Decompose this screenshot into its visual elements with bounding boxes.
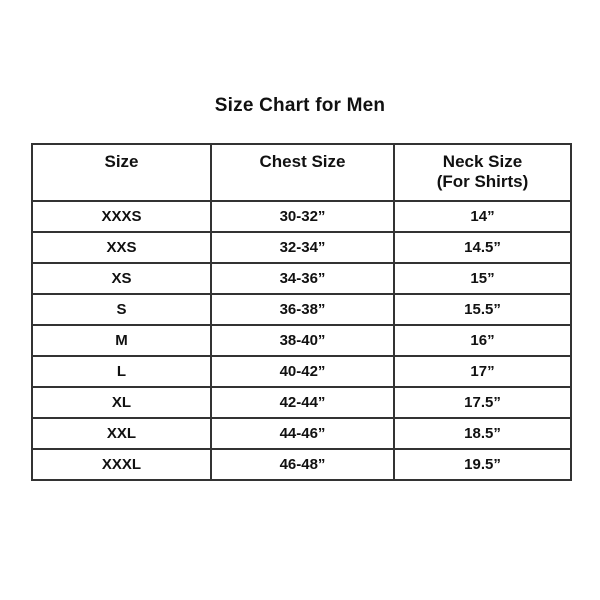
size-cell: L [32,356,211,387]
table-row [32,449,571,480]
neck-size-cell: 14.5” [394,232,571,263]
size-cell: XS [32,263,211,294]
neck-size-cell: 14” [394,201,571,232]
chest-size-cell: 36-38” [211,294,394,325]
neck-size-cell: 19.5” [394,449,571,480]
chest-size-cell: 46-48” [211,449,394,480]
table-row [32,325,571,356]
table-row [32,294,571,325]
size-cell: XL [32,387,211,418]
size-chart-table [31,143,572,481]
chest-size-cell: 42-44” [211,387,394,418]
neck-size-cell: 17.5” [394,387,571,418]
chest-size-cell: 44-46” [211,418,394,449]
table-row [32,232,571,263]
header-size: Size [32,144,211,201]
table-row [32,387,571,418]
chest-size-cell: 40-42” [211,356,394,387]
neck-size-cell: 16” [394,325,571,356]
header-neck-size-line1: Neck Size [442,152,523,171]
table-row [32,418,571,449]
chest-size-cell: 32-34” [211,232,394,263]
chest-size-cell: 30-32” [211,201,394,232]
size-cell: XXS [32,232,211,263]
neck-size-cell: 15.5” [394,294,571,325]
neck-size-cell: 15” [394,263,571,294]
table-row [32,201,571,232]
table-row [32,263,571,294]
header-neck-size [394,144,571,201]
table-row [32,356,571,387]
header-chest-size: Chest Size [211,144,394,201]
header-row [32,144,571,201]
neck-size-cell: 17” [394,356,571,387]
chest-size-cell: 38-40” [211,325,394,356]
neck-size-cell: 18.5” [394,418,571,449]
size-cell: XXL [32,418,211,449]
header-neck-size-line2: (For Shirts) [436,172,529,191]
size-cell: XXXL [32,449,211,480]
size-cell: M [32,325,211,356]
page-title: Size Chart for Men [214,95,386,116]
size-cell: XXXS [32,201,211,232]
size-cell: S [32,294,211,325]
chest-size-cell: 34-36” [211,263,394,294]
